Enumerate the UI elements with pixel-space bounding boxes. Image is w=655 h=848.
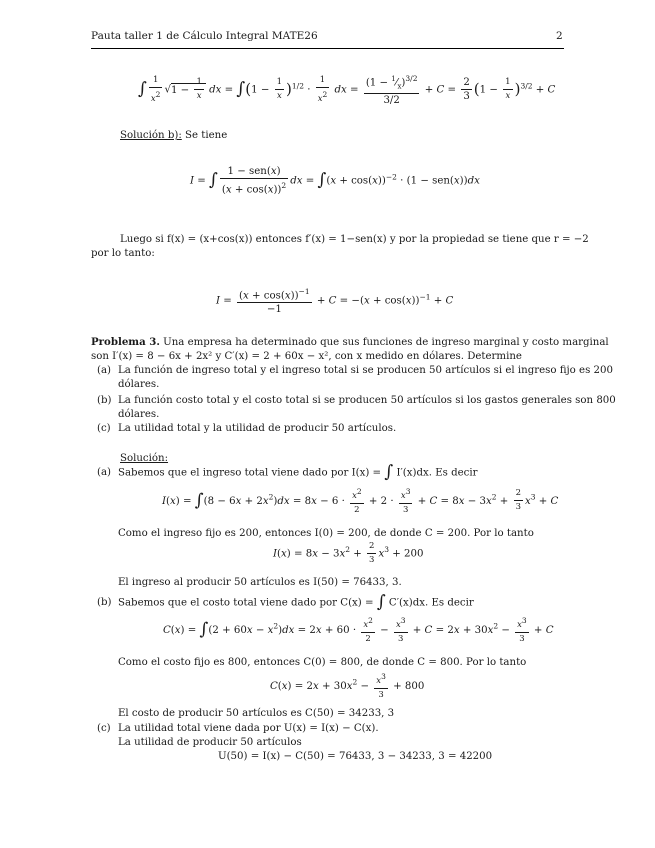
equation-I-integral: I = ∫ $\frac{\text{1 − sen(x)}}{(x + \cos(x))^2}$ dx = $\int(x + \cos(x))^{-2} \cdot (1 - sen(x))dx$ (190, 166, 480, 196)
solution-b-label: Solución b): (120, 130, 182, 141)
problem-3-label: Problema 3. (91, 336, 160, 348)
solution-a-fijo: Como el ingreso fijo es 200, entonces I(0) = 200, de donde C = 200. Por lo tanto (118, 528, 534, 539)
equation-ingreso-result: $I(x) = 8x - 3x^2$ + $\frac{2}{3}$ $x^3 + 200$ (273, 541, 424, 565)
problem-3-line1 (91, 336, 609, 349)
equation-ingreso-integral: $I(x) = \int(8 - 6x + 2x^2)dx = 8x - 6$ · $\frac{x2}{2}$ + 2 · $\frac{x3}{3}$ + $C = 8x - 3x^2$ + $\frac{2}{3}$ $x^3 + C$ (162, 487, 559, 515)
solution-b-result: El costo de producir 50 artículos es C(50) = 34233, 3 (118, 708, 395, 719)
problem-3-line2: son I′(x) = 8 − 6x + 2x² y C′(x) = 2 + 60x − x², con x medido en dólares. Determine (91, 351, 522, 362)
equation-sqrt-integral: ∫ $\frac{1}{x2}$ √1 − $\frac{1}{x}$ dx = ∫(1 − $\frac{1}{x}$ )$^{1/2}$ · $\frac{1}{x2}$ dx = $\frac{(1 - ^1⁄_x)^{3/2}}{3/2}$ + C = $\frac{2}{3}$ (1 − $\frac{1}{x}$ )$^{3/2}$ + C (138, 74, 556, 107)
luego-paragraph-line2: por lo tanto: (91, 248, 155, 259)
problem-item-marker: (a) (97, 365, 112, 376)
solution-a-result: El ingreso al producir 50 artículos es I(50) = 76433, 3. (118, 577, 402, 588)
problem-item-text: La utilidad total y la utilidad de producir 50 artículos. (118, 423, 397, 434)
solution-label: Solución: (120, 453, 169, 464)
equation-costo-integral: $C(x) = \int(2 + 60x - x^2)dx = 2x + 60$ · $\frac{x2}{2}$ − $\frac{x3}{3}$ + $C = 2x + 30x^2$ − $\frac{x3}{3}$ + C (163, 616, 554, 644)
problem-item-text: La función de ingreso total y el ingreso total si se producen 50 artículos si el ingreso fijo es 200 (118, 365, 613, 376)
running-header-title: Pauta taller 1 de Cálculo Integral MATE26 (91, 30, 318, 42)
equation-utilidad: U(50) = I(x) − C(50) = 76433, 3 − 34233, 3 = 42200 (218, 751, 493, 762)
problem-item-marker: (b) (97, 395, 112, 406)
solution-c-marker: (c) (97, 723, 111, 734)
solution-b-fijo: Como el costo fijo es 800, entonces C(0) = 800, de donde C = 800. Por lo tanto (118, 657, 527, 668)
equation-costo-result: $C(x) = 2x + 30x^2$ − $\frac{x3}{3}$ + 800 (270, 672, 425, 700)
solution-c-text: La utilidad total viene dada por U(x) = I(x) − C(x). (118, 723, 379, 734)
solution-a-text: Sabemos que el ingreso total viene dado por I(x) = ∫ I′(x)dx. Es decir (118, 462, 478, 482)
solution-c-text2: La utilidad de producir 50 artículos (118, 737, 302, 748)
solution-b-marker: (b) (97, 597, 112, 608)
problem-3-text1: Una empresa ha determinado que sus funciones de ingreso marginal y costo marginal (163, 337, 609, 348)
page-number: 2 (556, 30, 563, 42)
solution-b-text: Se tiene (185, 130, 228, 141)
solution-a-marker: (a) (97, 467, 112, 478)
problem-item-text: La función costo total y el costo total si se producen 50 artículos si los gastos generales son 800 (118, 395, 616, 406)
equation-I-result: I = $\frac{(x + \cos(x))^{-1}}{-1}$ + $C = -(x + \cos(x))^{-1} + C$ (216, 287, 454, 316)
problem-item-text-cont: dólares. (118, 379, 160, 390)
solution-b-line: Sabemos que el costo total viene dado por C(x) = ∫ C′(x)dx. Es decir (118, 592, 474, 612)
problem-item-marker: (c) (97, 423, 111, 434)
solution-b-paragraph (120, 129, 227, 142)
problem-item-text-cont: dólares. (118, 409, 160, 420)
luego-paragraph-line1: Luego si f(x) = (x+cos(x)) entonces f′(x) = 1−sen(x) y por la propiedad se tiene que r = −2 (120, 234, 589, 245)
header-rule (91, 48, 564, 49)
